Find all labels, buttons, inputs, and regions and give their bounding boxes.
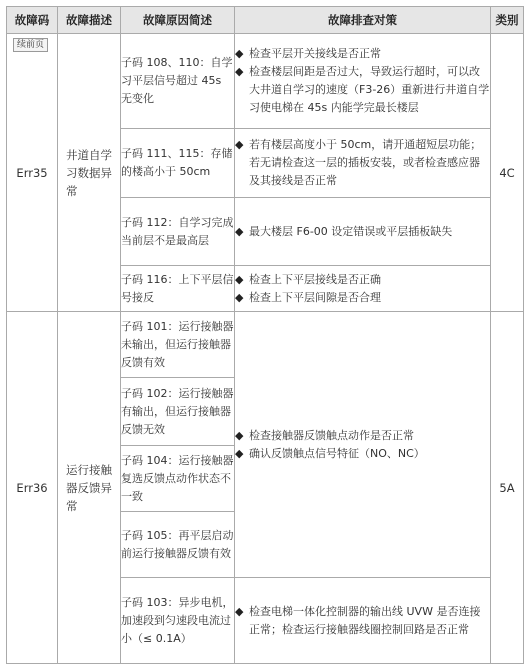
fault-code: Err36 [7,312,58,664]
header-row [7,7,524,34]
diamond-bullet-icon: ◆ [235,65,244,78]
cause-cell: 子码 103：异步电机，加速段到匀速段电流过小（≤ 0.1A） [121,578,235,664]
err35-code-cell [7,34,58,312]
cause-cell: 子码 104：运行接触器复选反馈点动作状态不一致 [121,446,235,512]
diamond-bullet-icon: ◆ [235,446,244,460]
solution-cell [235,129,491,198]
cause-cell: 子码 116：上下平层信号接反 [121,266,235,312]
cause-cell: 子码 111、115：存储的楼高小于 50cm [121,129,235,198]
cause-cell: 子码 108、110：自学习平层信号超过 45s 无变化 [121,34,235,129]
continued-tag: 续前页 [13,38,48,52]
solution-cell [235,198,491,266]
diamond-bullet-icon: ◆ [235,290,244,304]
category-cell: 4C [491,34,524,312]
fault-description: 运行接触器反馈异常 [66,462,112,513]
solution-item: ◆ 检查上下平层间隙是否合理 [235,289,490,307]
solution-item: ◆ 确认反馈触点信号特征（NO、NC） [235,445,490,463]
solution-cell [235,312,491,578]
diamond-bullet-icon: ◆ [235,428,244,442]
header-category: 类别 [491,7,524,34]
cause-cell: 子码 112：自学习完成当前层不是最高层 [121,198,235,266]
solution-cell [235,34,491,129]
solution-cell [235,266,491,312]
solution-item: ◆ 检查楼层间距是否过大，导致运行超时，可以改大井道自学习的速度（F3-26）重新进行井道自学习使电梯在 45s 内能学完最长楼层 [235,63,490,117]
solution-cell [235,578,491,664]
header-solution: 故障排查对策 [235,7,491,34]
category-cell: 5A [491,312,524,664]
header-cause: 故障原因简述 [121,7,235,34]
cause-cell: 子码 101：运行接触器未输出，但运行接触器反馈有效 [121,312,235,378]
solution-item: ◆ 检查上下平层接线是否正确 [235,271,490,289]
diamond-bullet-icon: ◆ [235,47,244,60]
cause-cell: 子码 105：再平层启动前运行接触器反馈有效 [121,512,235,578]
table-row [7,34,524,129]
diamond-bullet-icon: ◆ [235,138,244,151]
solution-item: ◆ 检查平层开关接线是否正常 [235,45,490,63]
header-fault-description: 故障描述 [58,7,121,34]
diamond-bullet-icon: ◆ [235,604,244,618]
cause-cell: 子码 102：运行接触器有输出，但运行接触器反馈无效 [121,378,235,446]
diamond-bullet-icon: ◆ [235,224,244,238]
fault-code: Err35 [16,165,48,180]
table-row [7,312,524,378]
solution-item: ◆ 检查接触器反馈触点动作是否正常 [235,427,490,445]
solution-item: ◆ 若有楼层高度小于 50cm，请开通超短层功能；若无请检查这一层的插板安装，或者检查感应器及其接线是否正常 [235,136,490,190]
fault-description: 井道自学习数据异常 [66,147,112,198]
solution-item: ◆ 最大楼层 F6-00 设定错误或平层插板缺失 [235,223,490,241]
err35-desc-cell [58,34,121,312]
fault-table [6,6,524,664]
err36-desc-cell [58,312,121,664]
diamond-bullet-icon: ◆ [235,272,244,286]
header-fault-code: 故障码 [7,7,58,34]
solution-item: ◆ 检查电梯一体化控制器的输出线 UVW 是否连接正常；检查运行接触器线圈控制回路是否正常 [235,603,490,639]
